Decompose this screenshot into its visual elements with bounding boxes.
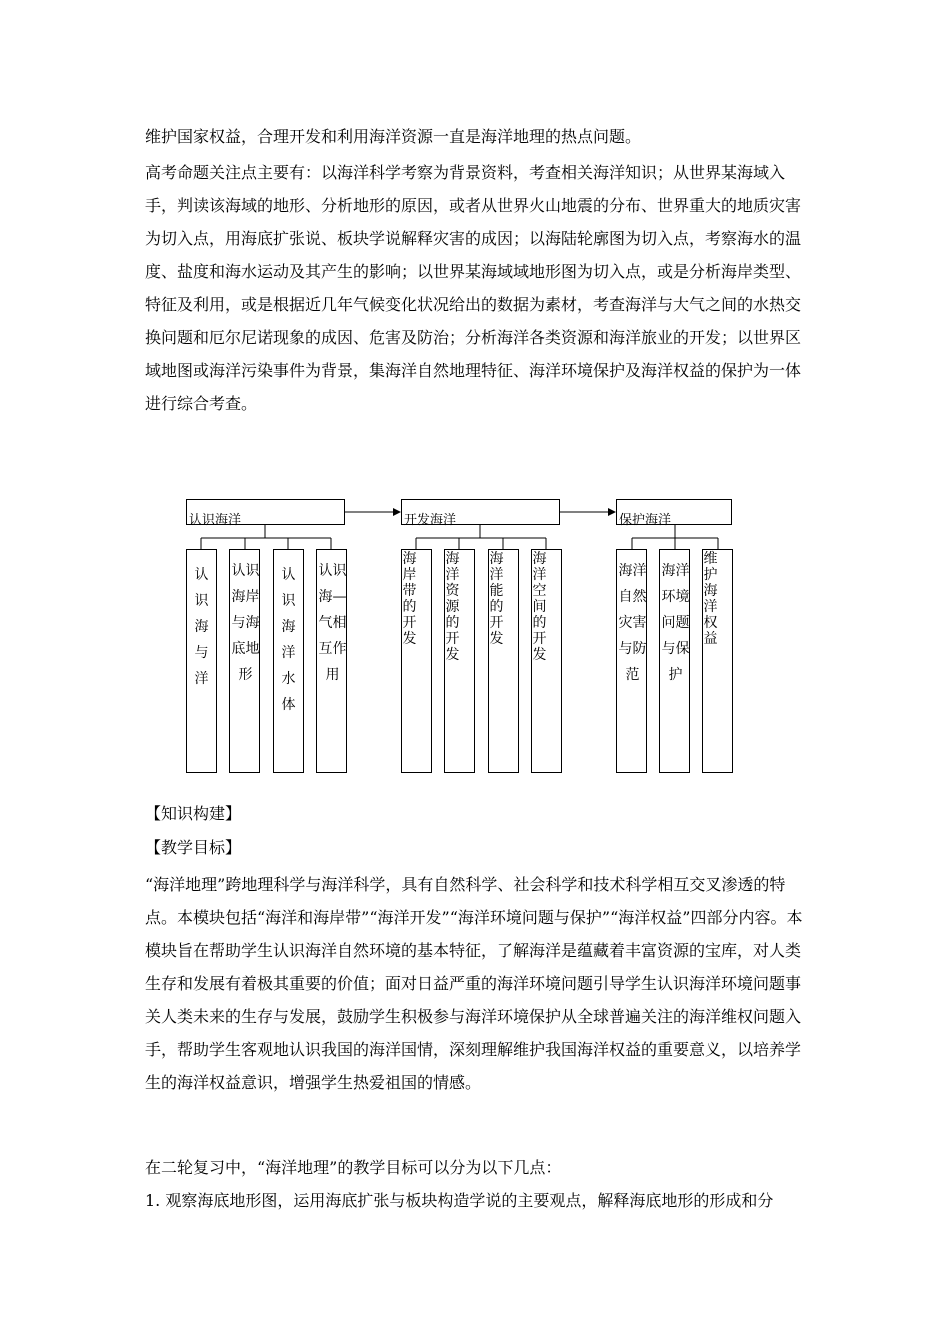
item-label: 海洋空间的开发: [532, 551, 547, 663]
item-label: 海洋能的开发: [489, 551, 504, 647]
item-label: 认识海岸与海底地形: [231, 563, 260, 683]
item-label: 海洋自然灾害与防范: [618, 563, 647, 683]
item-box: [616, 549, 647, 773]
group-title: 保护海洋: [619, 513, 672, 528]
item-box: [401, 549, 432, 773]
review-intro: 在二轮复习中，“海洋地理”的教学目标可以分为以下几点：: [145, 1158, 562, 1177]
item-box: [186, 549, 217, 773]
group-title: 开发海洋: [404, 513, 457, 528]
item-box: [229, 549, 260, 773]
item-label: 海岸带的开发: [402, 551, 417, 647]
group-header-develop: [401, 499, 560, 528]
item-label: 海洋资源的开发: [445, 551, 460, 663]
goal-point-1: 1. 观察海底地形图，运用海底扩张与板块构造学说的主要观点，解释海底地形的形成和分: [145, 1191, 774, 1210]
group-header-protect: [616, 499, 732, 528]
item-box: [531, 549, 562, 773]
section-heading-goals: 【教学目标】: [145, 838, 242, 857]
intro-line: 维护国家权益，合理开发和利用海洋资源一直是海洋地理的热点问题。: [145, 127, 642, 146]
section-heading-knowledge: 【知识构建】: [145, 804, 242, 823]
item-label: 认识海洋水体: [281, 567, 296, 713]
item-box: [273, 549, 304, 773]
item-label: 维护海洋权益: [703, 551, 718, 647]
item-label: 认识海与洋: [194, 567, 209, 687]
item-label: 海洋环境问题与保护: [661, 563, 690, 683]
intro-paragraph: 高考命题关注点主要有：以海洋科学考察为背景资料，考查相关海洋知识；从世界某海域入手，判读该海域的地形、分析地形的原因，或者从世界火山地震的分布、世界重大的地质灾害为切入点，用海底扩张说、板块学说解释灾害的成因；以海陆轮廓图为切入点，考察海水的温度、盐度和海水运动及其产生的影响；以世界某海域域地形图为切入点，或是分析海岸类型、特征及利用，或是根据近几年气候变化状况给出的数据为素材，考查海洋与大气之间的水热交换问题和厄尔尼诺现象的成因、危害及防治；分析海洋各类资源和海洋旅业的开发；以世界区域地图或海洋污染事件为背景，集海洋自然地理特征、海洋环境保护及海洋权益的保护为一体进行综合考查。: [145, 163, 802, 413]
goals-paragraph: “海洋地理”跨地理科学与海洋科学，具有自然科学、社会科学和技术科学相互交叉渗透的特点。本模块包括“海洋和海岸带”“海洋开发”“海洋环境问题与保护”“海洋权益”四部分内容。本模块旨在帮助学生认识海洋自然环境的基本特征，了解海洋是蕴藏着丰富资源的宝库，对人类生存和发展有着极其重要的价值；面对日益严重的海洋环境问题引导学生认识海洋环境问题事关人类未来的生存与发展，鼓励学生积极参与海洋环境保护从全球普遍关注的海洋维权问题入手，帮助学生客观地认识我国的海洋国情，深刻理解维护我国海洋权益的重要意义，以培养学生的海洋权益意识，增强学生热爱祖国的情感。: [145, 875, 803, 1092]
group-header-recognize: [186, 499, 345, 528]
group-title: 认识海洋: [189, 513, 242, 528]
item-box: [488, 549, 519, 773]
item-box: [702, 549, 733, 773]
item-box: [444, 549, 475, 773]
item-label: 认识海—气相互作用: [318, 563, 347, 683]
item-box: [316, 549, 347, 773]
item-box: [659, 549, 690, 773]
